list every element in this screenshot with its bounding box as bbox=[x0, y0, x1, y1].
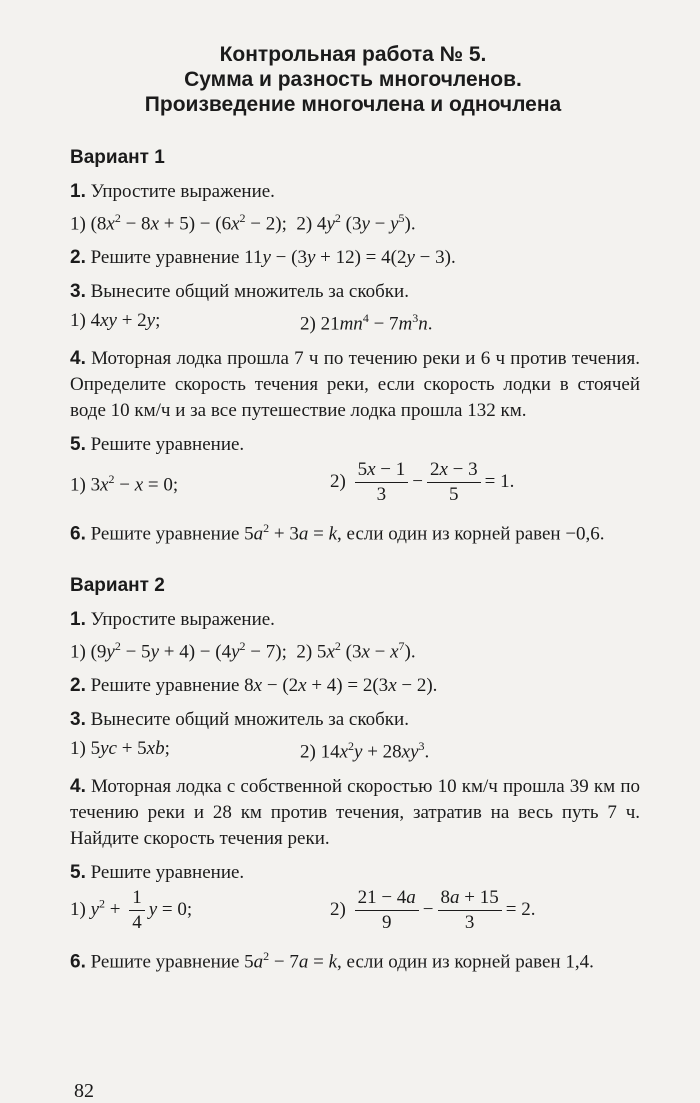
task-number: 1. bbox=[70, 608, 86, 630]
task-number: 3. bbox=[70, 709, 86, 731]
v2-task-1: 1. Упростите выражение. 1) $(9y^2 - 5y + 4) - (4y^2 - 7)$; 2) $5x^2$ $(3x - x^7)$. bbox=[70, 608, 416, 663]
v1-task-6: 6. Решите уравнение $5a^2 + 3a = k$, если один из корней равен −0,6. bbox=[70, 520, 605, 544]
task-text: Моторная лодка прошла 7 ч по течению реки и 6 ч против течения. Определите скорость течения реки, если скорость лодки в стоячей воде 10 км/ч и за все путешествие лодка прошла 132 км. bbox=[70, 347, 640, 421]
variant-1-heading: Вариант 1 bbox=[70, 147, 165, 168]
task-number: 4. bbox=[70, 347, 86, 369]
v2-task-2: 2. Решите уравнение 8x − (2x + 4) = 2(3x − 2). bbox=[70, 675, 438, 697]
task-text: Решите уравнение bbox=[90, 950, 240, 972]
variant-2-heading: Вариант 2 bbox=[70, 574, 165, 596]
task-text: Решите уравнение. bbox=[90, 861, 245, 883]
task-text-tail: , если один из корней равен −0,6. bbox=[337, 522, 605, 544]
task-text: Упростите выражение. bbox=[90, 608, 275, 630]
task-number: 5. bbox=[70, 861, 86, 883]
task-text: Упростите выражение. bbox=[90, 181, 275, 202]
title-line-2: Сумма и разность многочленов. bbox=[184, 68, 522, 91]
title-line-3: Произведение многочлена и одночлена bbox=[144, 93, 562, 116]
v1-task-3: 3. Вынесите общий множитель за скобки. 1) 4xy + 2y; 2) $21mn^4 - 7m^3n$. bbox=[70, 281, 433, 335]
task-number: 2. bbox=[70, 675, 86, 697]
v2-task-6: 6. Решите уравнение $5a^2 - 7a = k$, если один из корней равен 1,4. bbox=[70, 948, 594, 972]
task-number: 3. bbox=[70, 281, 86, 303]
task-number: 5. bbox=[70, 433, 86, 455]
task-text: Решите уравнение bbox=[90, 675, 240, 697]
v1-task-5: 5. Решите уравнение. 1) $3x^2 - x = 0$; 2) $\frac{5x - 1}{3}$ − $\frac{2x - 3}{5}$ = 1. bbox=[70, 433, 515, 505]
worksheet-page bbox=[70, 42, 640, 975]
task-number: 1. bbox=[70, 181, 86, 202]
task-text: Решите уравнение. bbox=[90, 433, 245, 455]
v2-task-4 bbox=[70, 774, 640, 852]
task-number: 6. bbox=[70, 522, 86, 544]
task-number: 2. bbox=[70, 247, 86, 269]
v1-task-1 bbox=[70, 179, 640, 237]
v1-task-1-expressions: 1) $(8x^2 - 8x + 5) - (6x^2 - 2)$; 2) $4y^2$ $(3y - y^5)$. bbox=[70, 211, 416, 235]
task-number: 6. bbox=[70, 950, 86, 972]
task-text-tail: , если один из корней равен 1,4. bbox=[337, 950, 594, 972]
task-text: Вынесите общий множитель за скобки. bbox=[90, 709, 409, 731]
title-line-1: Контрольная работа № 5. bbox=[219, 43, 487, 66]
task-text: Решите уравнение bbox=[90, 522, 240, 544]
task-text: Моторная лодка с собственной скоростью 10 км/ч прошла 39 км по течению реки и 28 км против течения, затратив на весь путь 7 ч. Найдите скорость течения реки. bbox=[70, 775, 640, 849]
page-title bbox=[70, 42, 636, 117]
page-number: 82 bbox=[74, 1080, 94, 1102]
v1-task-4 bbox=[70, 346, 640, 424]
v2-task-3: 3. Вынесите общий множитель за скобки. 1) 5yc + 5xb; 2) $14x^2y + 28xy^3$. bbox=[70, 709, 430, 763]
task-text: Решите уравнение bbox=[90, 247, 240, 269]
v2-task-5: 5. Решите уравнение. 1) $y^2$ + $\frac{1}{4}$ y = 0; 2) $\frac{21 - 4a}{9}$ − $\frac{8a + 15}{3}$ = 2. bbox=[70, 861, 536, 933]
v1-task-2: 2. Решите уравнение 11y − (3y + 12) = 4(2y − 3). bbox=[70, 247, 456, 269]
task-number: 4. bbox=[70, 775, 86, 797]
task-text: Вынесите общий множитель за скобки. bbox=[90, 281, 409, 303]
